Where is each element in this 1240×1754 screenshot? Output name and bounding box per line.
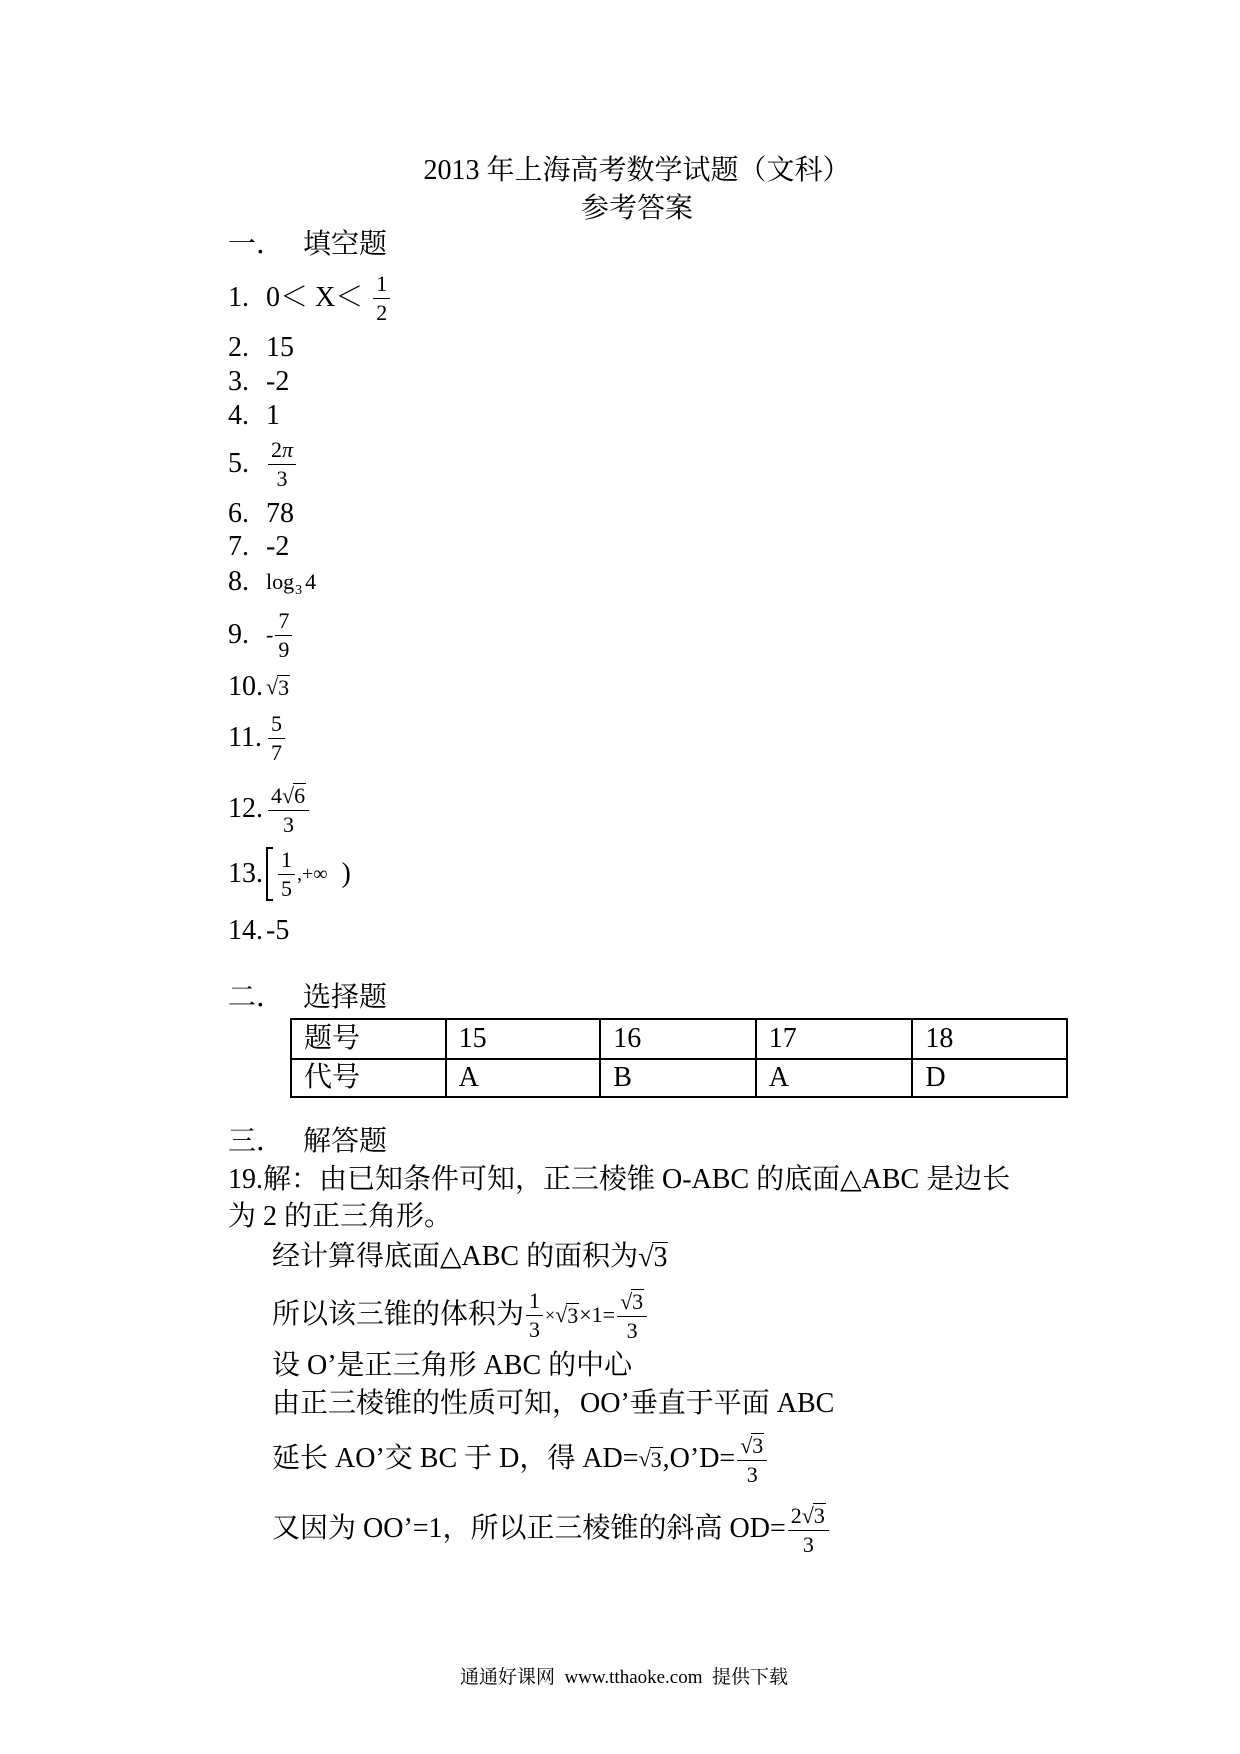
radical-sign: √: [266, 674, 279, 699]
radical-sign: √: [282, 782, 295, 808]
answer-number: 9.: [228, 619, 249, 650]
solution-text: 经计算得底面△ABC 的面积为: [272, 1241, 639, 1272]
solution-text: 为 2 的正三角形。: [228, 1201, 453, 1232]
answer-text: 15: [266, 332, 294, 363]
table-row: [291, 1059, 1067, 1097]
fraction-denominator: 3: [802, 1531, 814, 1557]
pi-symbol: π: [282, 436, 294, 462]
minus-sign: -: [266, 622, 274, 647]
fraction: [278, 846, 295, 901]
fraction: [526, 1287, 543, 1342]
table-cell: 17: [756, 1019, 913, 1059]
answer-text: 78: [266, 498, 294, 529]
right-parenthesis: ): [341, 858, 351, 889]
table-cell: 代号: [291, 1059, 446, 1097]
radicand: 3: [567, 1303, 579, 1328]
answer-number: 5.: [228, 448, 249, 479]
answer-text: -2: [266, 366, 290, 397]
square-root: [802, 1503, 826, 1527]
answer-text: 0＜ X＜: [266, 282, 364, 313]
fraction-numerator: 1: [278, 849, 295, 875]
square-root: [740, 1433, 764, 1457]
answer-9: [228, 605, 294, 665]
fraction-denominator: 3: [283, 811, 295, 837]
answer-number: 8.: [228, 566, 249, 597]
fraction: [788, 1503, 829, 1556]
radicand: 3: [813, 1502, 825, 1528]
table-cell: 15: [446, 1019, 601, 1059]
solution-line-7: [272, 1429, 769, 1489]
fraction-denominator: 5: [281, 875, 292, 901]
table-cell: 16: [600, 1019, 756, 1059]
radicand: 3: [752, 1432, 764, 1458]
radicand: 3: [278, 675, 290, 700]
answer-number: 2.: [228, 332, 249, 363]
solution-text: 19.解：由已知条件可知，正三棱锥 O-ABC 的底面△ABC 是边长: [228, 1164, 1011, 1195]
radical-sign: √: [638, 1446, 651, 1471]
log-argument: 4: [305, 569, 317, 594]
times-sign: ×: [545, 1305, 556, 1325]
fraction: [737, 1433, 767, 1486]
fraction-numerator: [268, 436, 296, 465]
answer-number: 3.: [228, 366, 249, 397]
footer-text: 通通好课网 www.tthaoke.com 提供下载: [459, 1666, 789, 1688]
radical-sign: √: [801, 1502, 814, 1528]
square-root: [282, 783, 306, 807]
fraction-denominator: 3: [276, 465, 288, 491]
fraction-denominator: 7: [271, 739, 282, 765]
fraction-numerator: [268, 783, 309, 811]
answer-number: 4.: [228, 400, 249, 431]
fraction-denominator: 2: [376, 299, 388, 325]
solution-line-3: [272, 1227, 668, 1287]
answer-number: 12.: [228, 793, 263, 824]
subtitle-text: 参考答案: [580, 193, 693, 224]
log-function: log: [266, 569, 295, 594]
fraction: [268, 783, 309, 836]
answer-number: 11.: [228, 722, 262, 753]
section-label: 解答题: [303, 1126, 388, 1157]
table-cell: B: [600, 1059, 756, 1097]
solution-text: 又因为 OO’=1，所以正三棱锥的斜高 OD=: [272, 1513, 786, 1544]
answer-12: [228, 779, 311, 839]
radical-sign: √: [638, 1242, 654, 1273]
answer-number: 13.: [228, 858, 263, 889]
table-cell: 题号: [291, 1019, 446, 1059]
answer-text: 1: [266, 400, 280, 431]
square-root: [266, 675, 290, 699]
square-root: [620, 1289, 644, 1313]
radical-sign: √: [555, 1302, 568, 1327]
fraction-numerator: 1: [526, 1290, 543, 1316]
title-text: 2013 年上海高考数学试题（文科）: [423, 155, 851, 186]
radicand: 3: [632, 1288, 644, 1314]
numerator-coefficient: 2: [790, 1502, 802, 1528]
answer-text: -2: [266, 531, 290, 562]
fraction-numerator: [788, 1503, 829, 1531]
solution-text: 由正三棱锥的性质可知，OO’垂直于平面 ABC: [272, 1388, 835, 1419]
table-cell: A: [446, 1059, 601, 1097]
table-cell: A: [756, 1059, 913, 1097]
fraction-numerator: 1: [373, 273, 390, 299]
solution-text: 所以该三锥的体积为: [272, 1299, 525, 1330]
fraction: [617, 1289, 647, 1342]
fraction: [268, 436, 296, 491]
radicand: 3: [650, 1447, 662, 1472]
answer-number: 6.: [228, 498, 249, 529]
table-cell: 18: [912, 1019, 1067, 1059]
fraction-numerator: 5: [268, 713, 285, 739]
radical-sign: √: [620, 1288, 633, 1314]
square-root: [555, 1303, 579, 1327]
section-number: 三．: [228, 1126, 285, 1157]
section-heading-fill: [228, 215, 387, 275]
fraction-numerator: [737, 1433, 767, 1461]
solution-text: ,O’D=: [662, 1443, 736, 1474]
section-number: 二．: [228, 982, 285, 1013]
page-footer: [374, 1645, 874, 1705]
answer-number: 1.: [228, 282, 249, 313]
log-base: 3: [295, 583, 303, 598]
answer-11: [228, 708, 287, 768]
square-root: [639, 1447, 663, 1471]
radicand: 6: [294, 782, 306, 808]
numerator-coefficient: 4: [271, 782, 282, 808]
fraction-denominator: 3: [746, 1461, 758, 1487]
choice-answer-table: [290, 1018, 1068, 1098]
answer-14: [228, 901, 289, 961]
answer-8: [228, 552, 316, 612]
document-subtitle: [337, 179, 937, 239]
radical-sign: √: [740, 1432, 753, 1458]
fraction-numerator: [617, 1289, 647, 1317]
table-cell: D: [912, 1059, 1067, 1097]
section-label: 选择题: [303, 982, 388, 1013]
fraction-denominator: 9: [278, 636, 290, 662]
section-label: 填空题: [303, 229, 388, 260]
answer-text: -5: [266, 915, 290, 946]
left-bracket: [266, 847, 273, 901]
fraction-denominator: 3: [626, 1317, 638, 1343]
radicand: 3: [653, 1242, 668, 1273]
solution-line-6: [272, 1374, 834, 1434]
fraction: [373, 270, 390, 325]
fraction-denominator: 3: [529, 1316, 541, 1342]
answer-number: 10.: [228, 671, 263, 702]
numerator-coefficient: 2: [271, 436, 282, 462]
solution-line-8: [272, 1499, 831, 1559]
fraction: [268, 710, 285, 765]
times-one-equals: ×1=: [579, 1302, 616, 1327]
answer-number: 7.: [228, 531, 249, 562]
logarithm: [266, 569, 317, 598]
answer-number: 14.: [228, 915, 263, 946]
square-root: [638, 1242, 668, 1272]
answer-13: [228, 844, 351, 904]
solution-text: 延长 AO’交 BC 于 D，得 AD=: [272, 1443, 639, 1474]
fraction: [275, 607, 292, 662]
interval-rest: ,+∞: [297, 863, 328, 885]
solution-text: 设 O’是正三角形 ABC 的中心: [272, 1350, 633, 1381]
table-row: [291, 1019, 1067, 1059]
section-number: 一．: [228, 229, 285, 260]
fraction-numerator: 7: [275, 610, 292, 636]
